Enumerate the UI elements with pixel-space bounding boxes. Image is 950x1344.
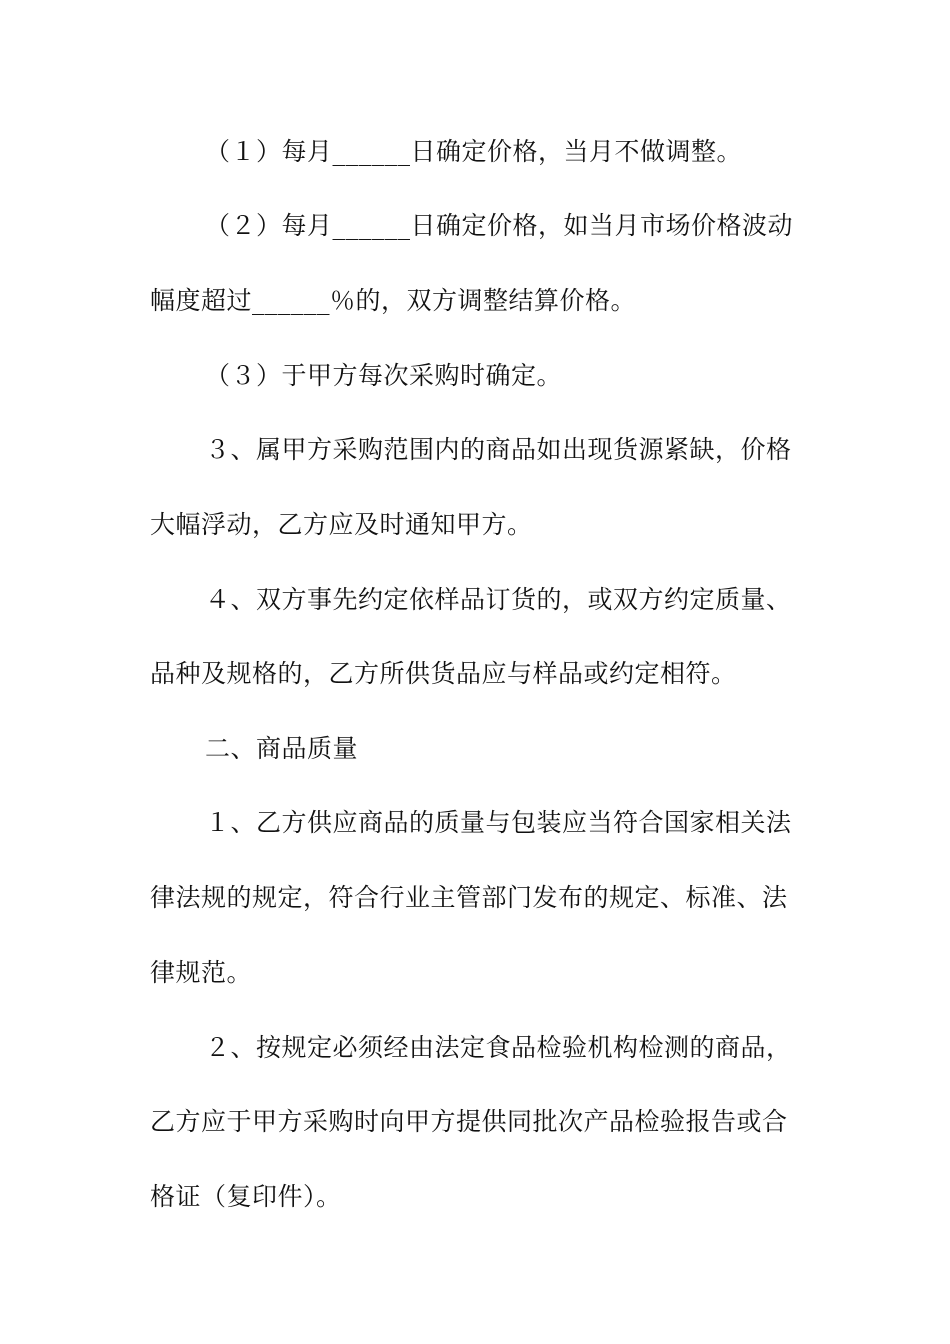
paragraph-line: ４、双方事先约定依样品订货的，或双方约定质量、: [205, 585, 792, 614]
paragraph-line: （３）于甲方每次采购时确定。: [205, 361, 563, 390]
paragraph-line: （２）每月______日确定价格，如当月市场价格波动: [205, 211, 794, 240]
paragraph-line: １、乙方供应商品的质量与包装应当符合国家相关法: [205, 808, 792, 837]
paragraph-line: 格证（复印件）。: [150, 1182, 342, 1211]
paragraph-line: 乙方应于甲方采购时向甲方提供同批次产品检验报告或合: [150, 1107, 788, 1136]
paragraph-line: 幅度超过______％的，双方调整结算价格。: [150, 286, 637, 315]
paragraph-line: ２、按规定必须经由法定食品检验机构检测的商品，: [205, 1033, 792, 1062]
paragraph-line: （１）每月______日确定价格，当月不做调整。: [205, 137, 743, 166]
paragraph-line: 律规范。: [150, 958, 253, 987]
paragraph-line: ３、属甲方采购范围内的商品如出现货源紧缺，价格: [205, 435, 792, 464]
section-heading: 二、商品质量: [205, 734, 359, 763]
paragraph-line: 大幅浮动，乙方应及时通知甲方。: [150, 510, 533, 539]
paragraph-line: 品种及规格的，乙方所供货品应与样品或约定相符。: [150, 659, 737, 688]
paragraph-line: 律法规的规定，符合行业主管部门发布的规定、标准、法: [150, 883, 788, 912]
